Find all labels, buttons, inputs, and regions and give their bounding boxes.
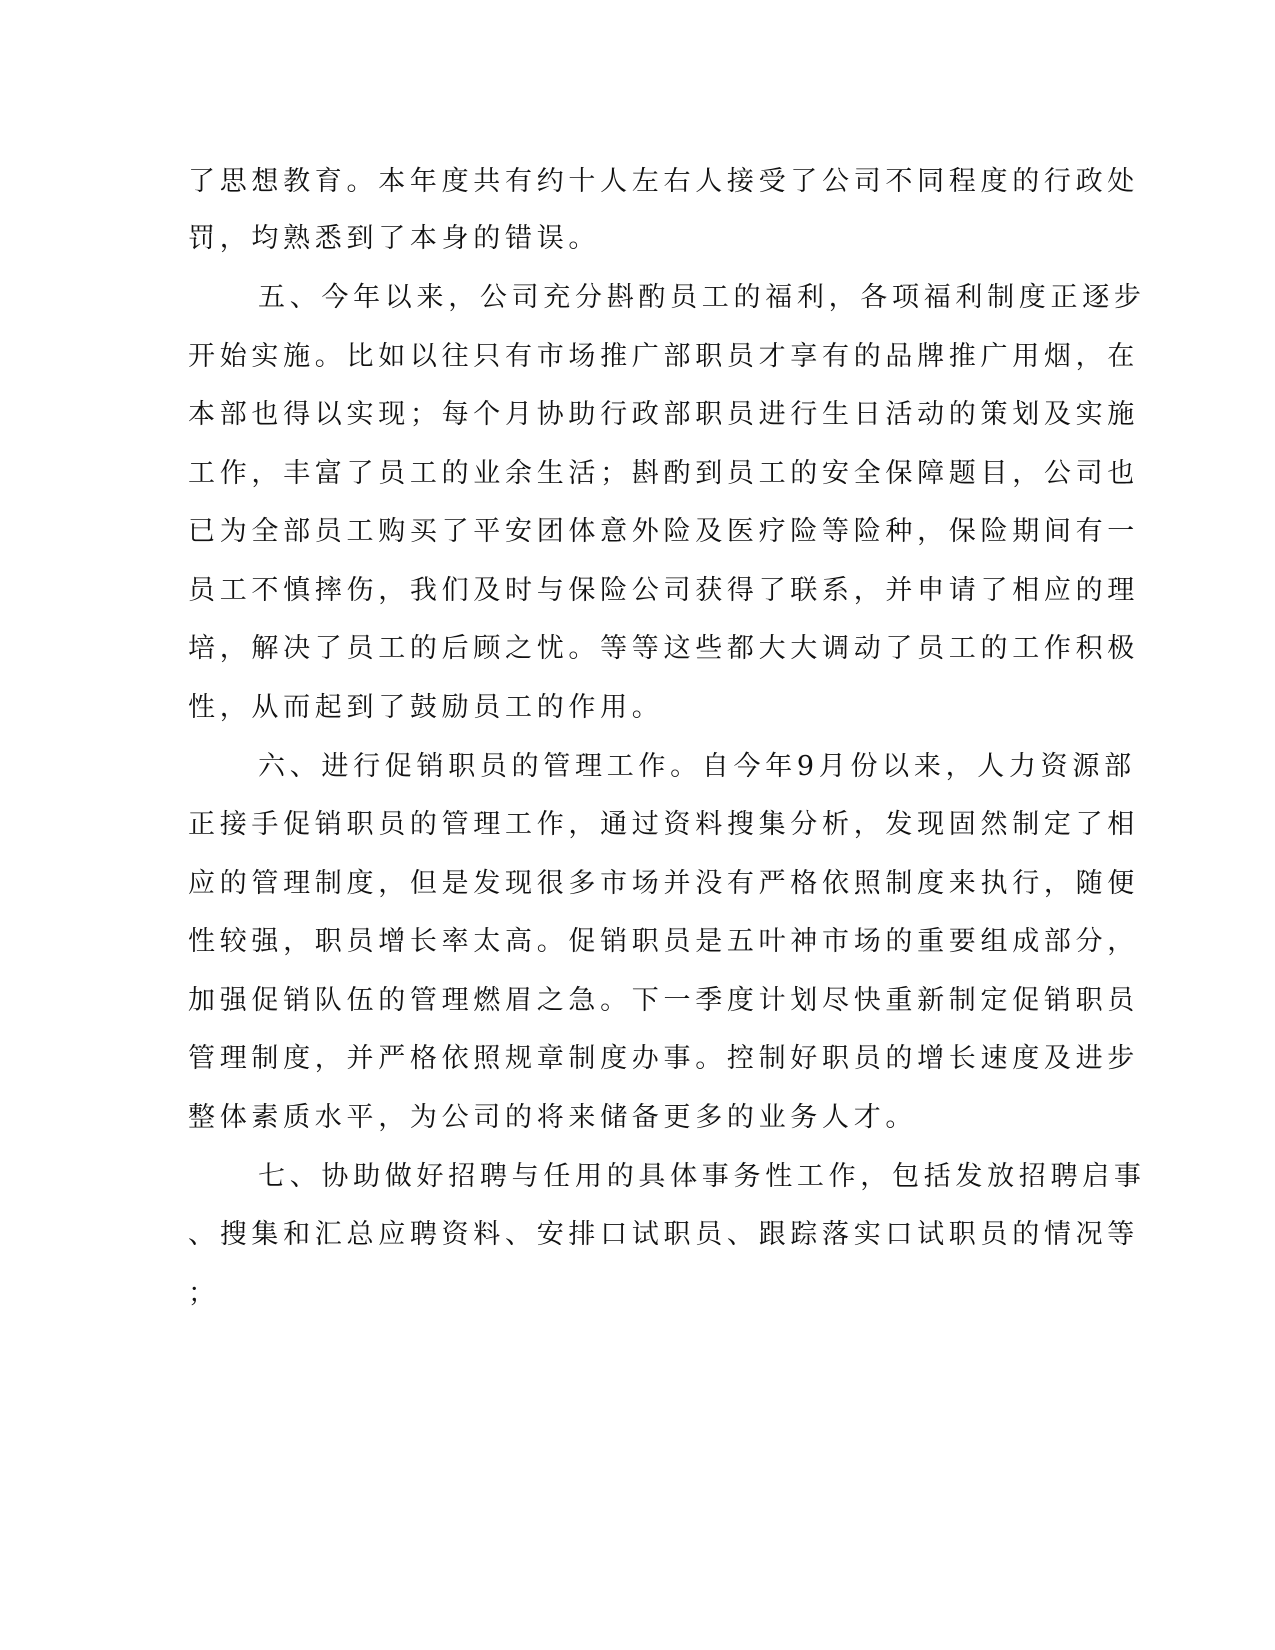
- paragraph-line: 加强促销队伍的管理燃眉之急。下一季度计划尽快重新制定促销职员: [188, 985, 1139, 1016]
- paragraph-line: 性较强，职员增长率太高。促销职员是五叶神市场的重要组成部分，: [188, 926, 1139, 957]
- paragraph-7-first-line: 七、协助做好招聘与任用的具体事务性工作，包括发放招聘启事: [258, 1161, 1146, 1192]
- paragraph-line: 工作，丰富了员工的业余生活；斟酌到员工的安全保障题目，公司也: [188, 458, 1139, 489]
- paragraph-line: 本部也得以实现；每个月协助行政部职员进行生日活动的策划及实施: [188, 399, 1139, 430]
- paragraph-line: 应的管理制度，但是发现很多市场并没有严格依照制度来执行，随便: [188, 868, 1139, 899]
- paragraph-line: 性，从而起到了鼓励员工的作用。: [188, 692, 664, 723]
- paragraph-line: 、搜集和汇总应聘资料、安排口试职员、跟踪落实口试职员的情况等: [188, 1219, 1139, 1250]
- paragraph-line: 整体素质水平，为公司的将来储备更多的业务人才。: [188, 1102, 918, 1133]
- paragraph-6-first-line: 六、进行促销职员的管理工作。自今年9月份以来，人力资源部: [258, 751, 1136, 782]
- paragraph-line: 了思想教育。本年度共有约十人左右人接受了公司不同程度的行政处: [188, 166, 1139, 197]
- paragraph-line: ；: [188, 1278, 220, 1309]
- paragraph-5-first-line: 五、今年以来，公司充分斟酌员工的福利，各项福利制度正逐步: [258, 282, 1146, 313]
- paragraph-line: 培，解决了员工的后顾之忧。等等这些都大大调动了员工的工作积极: [188, 633, 1139, 664]
- paragraph-line: 员工不慎摔伤，我们及时与保险公司获得了联系，并申请了相应的理: [188, 575, 1139, 606]
- paragraph-line: 已为全部员工购买了平安团体意外险及医疗险等险种，保险期间有一: [188, 516, 1139, 547]
- paragraph-line: 管理制度，并严格依照规章制度办事。控制好职员的增长速度及进步: [188, 1043, 1139, 1074]
- paragraph-line: 开始实施。比如以往只有市场推广部职员才享有的品牌推广用烟，在: [188, 341, 1139, 372]
- paragraph-line: 正接手促销职员的管理工作，通过资料搜集分析，发现固然制定了相: [188, 809, 1139, 840]
- paragraph-line: 罚，均熟悉到了本身的错误。: [188, 223, 601, 254]
